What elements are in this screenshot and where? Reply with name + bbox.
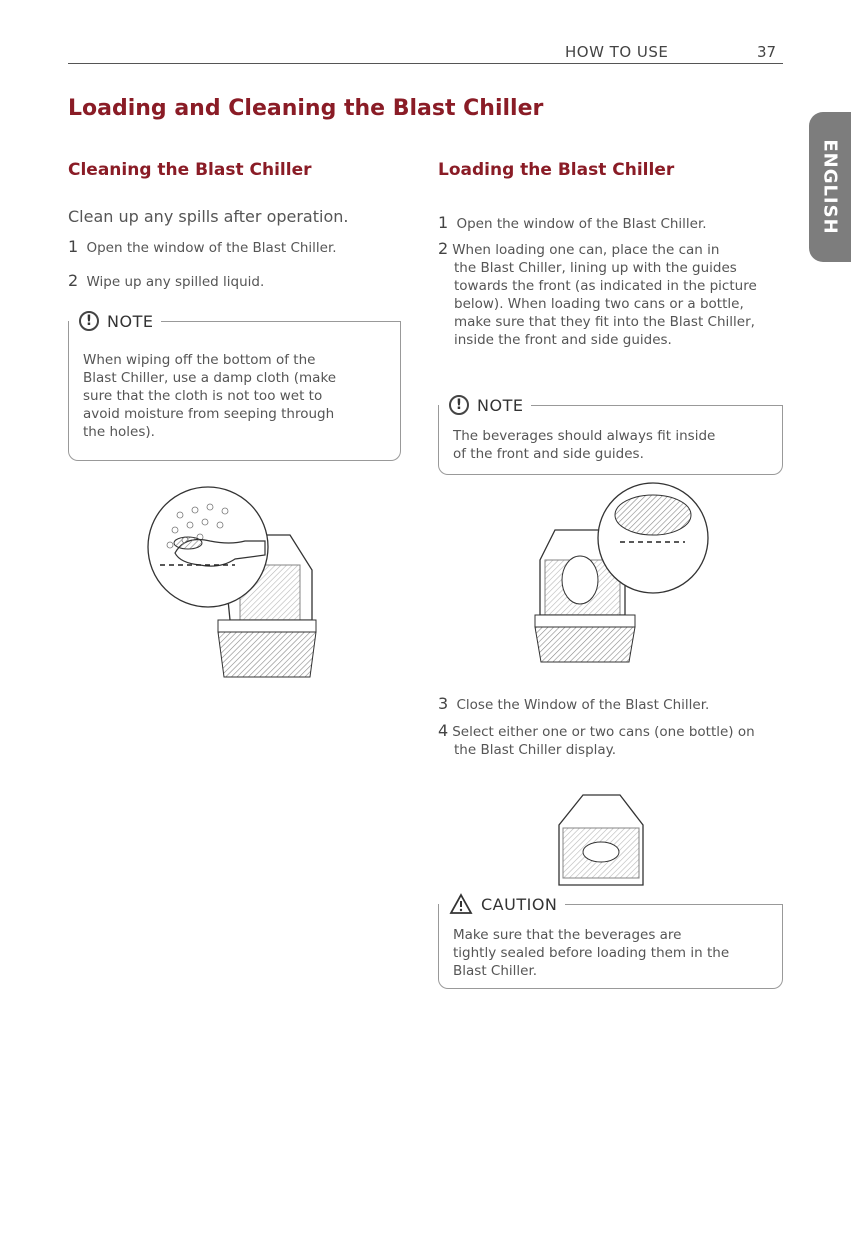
page-number: 37 bbox=[757, 43, 777, 61]
step-text: Select either one or two cans (one bottle) on bbox=[452, 724, 755, 740]
exclamation-icon: ! bbox=[79, 311, 99, 331]
step-text: the Blast Chiller display. bbox=[454, 742, 617, 758]
note-label: NOTE bbox=[477, 395, 524, 415]
cleaning-step-2 bbox=[68, 272, 264, 291]
step-text: the Blast Chiller, lining up with the guides bbox=[454, 260, 737, 276]
note-label: NOTE bbox=[107, 311, 154, 331]
step-text: Wipe up any spilled liquid. bbox=[86, 274, 265, 290]
caution-header bbox=[439, 892, 782, 916]
note-line: of the front and side guides. bbox=[453, 446, 644, 462]
step-number: 2 bbox=[68, 271, 79, 290]
caution-text bbox=[453, 926, 772, 980]
step-text: When loading one can, place the can in bbox=[452, 242, 720, 258]
step-text: Open the window of the Blast Chiller. bbox=[86, 240, 337, 256]
note-line: avoid moisture from seeping through bbox=[83, 406, 335, 422]
header-rule bbox=[68, 63, 783, 64]
language-tab bbox=[809, 112, 851, 262]
caution-line: Blast Chiller. bbox=[453, 963, 538, 979]
step-text: below). When loading two cans or a bottle, bbox=[454, 296, 744, 312]
language-tab-label: ENGLISH bbox=[819, 139, 841, 235]
note-line: the holes). bbox=[83, 424, 155, 440]
step-text: Close the Window of the Blast Chiller. bbox=[456, 697, 710, 713]
step-text: make sure that they fit into the Blast Chiller, bbox=[454, 314, 755, 330]
caution-rule bbox=[565, 904, 782, 905]
closed-chiller-illustration bbox=[555, 790, 655, 890]
note-line: The beverages should always fit inside bbox=[453, 428, 716, 444]
note-line: When wiping off the bottom of the bbox=[83, 352, 316, 368]
cleaning-note-box bbox=[68, 311, 401, 461]
note-text bbox=[83, 351, 390, 441]
cleaning-intro: Clean up any spills after operation. bbox=[68, 207, 349, 226]
caution-line: Make sure that the beverages are bbox=[453, 927, 682, 943]
warning-triangle-icon bbox=[449, 893, 473, 915]
step-text: Open the window of the Blast Chiller. bbox=[456, 216, 707, 232]
step-text: towards the front (as indicated in the picture bbox=[454, 278, 757, 294]
step-number: 4 bbox=[438, 721, 449, 740]
cleaning-heading: Cleaning the Blast Chiller bbox=[68, 160, 312, 180]
cleaning-step-1 bbox=[68, 238, 337, 257]
loading-step-2 bbox=[438, 240, 783, 349]
loading-step-4 bbox=[438, 722, 755, 759]
loading-step-3 bbox=[438, 695, 709, 714]
cleaning-illustration bbox=[140, 485, 330, 680]
loading-illustration bbox=[525, 480, 720, 670]
loading-note-box bbox=[438, 395, 783, 475]
step-number: 2 bbox=[438, 239, 449, 258]
note-rule bbox=[161, 321, 400, 322]
note-header bbox=[69, 311, 400, 331]
step-number: 1 bbox=[438, 213, 449, 232]
page-title: Loading and Cleaning the Blast Chiller bbox=[68, 96, 544, 121]
note-line: Blast Chiller, use a damp cloth (make bbox=[83, 370, 337, 386]
exclamation-icon: ! bbox=[449, 395, 469, 415]
loading-heading: Loading the Blast Chiller bbox=[438, 160, 675, 180]
step-number: 1 bbox=[68, 237, 79, 256]
caution-label: CAUTION bbox=[481, 894, 558, 914]
section-label: HOW TO USE bbox=[565, 43, 669, 61]
step-text: inside the front and side guides. bbox=[454, 332, 672, 348]
loading-step-1 bbox=[438, 214, 707, 233]
note-line: sure that the cloth is not too wet to bbox=[83, 388, 323, 404]
note-text bbox=[453, 427, 772, 463]
caution-line: tightly sealed before loading them in the bbox=[453, 945, 730, 961]
note-rule bbox=[531, 405, 782, 406]
caution-box bbox=[438, 894, 783, 989]
note-header bbox=[439, 395, 782, 415]
step-number: 3 bbox=[438, 694, 449, 713]
